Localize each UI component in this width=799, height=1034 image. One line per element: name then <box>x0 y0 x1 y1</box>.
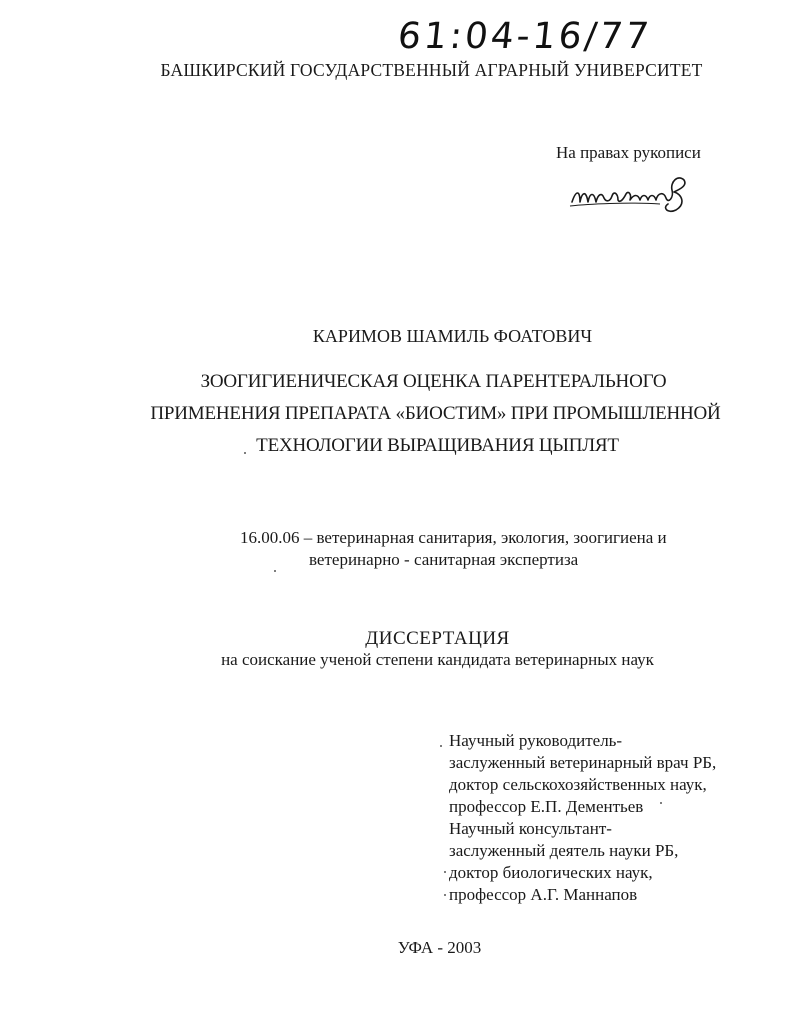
scan-speck <box>274 570 276 572</box>
consultant-line-2: заслуженный деятель науки РБ, <box>449 841 679 860</box>
supervisor-line-4: профессор Е.П. Дементьев <box>449 797 644 816</box>
degree-line: на соискание ученой степени кандидата ветеринарных наук <box>221 650 654 669</box>
specialty-line-2: ветеринарно - санитарная экспертиза <box>309 550 579 569</box>
thesis-title-line-3: ТЕХНОЛОГИИ ВЫРАЩИВАНИЯ ЦЫПЛЯТ <box>256 435 619 456</box>
scan-speck <box>440 745 442 747</box>
supervisor-line-1: Научный руководитель- <box>449 731 623 750</box>
scientific-consultant-block <box>449 818 678 906</box>
author-name: КАРИМОВ ШАМИЛЬ ФОАТОВИЧ <box>312 326 593 346</box>
supervisor-line-3: доктор сельскохозяйственных наук, <box>449 775 707 794</box>
archive-code-handwritten: 61:04-16/77 <box>395 16 654 57</box>
consultant-line-4: профессор А.Г. Маннапов <box>449 885 638 904</box>
specialty-line-1: 16.00.06 – ветеринарная санитария, экология, зоогигиена и <box>240 528 667 547</box>
consultant-line-3: доктор биологических наук, <box>449 863 653 882</box>
thesis-title-line-2: ПРИМЕНЕНИЯ ПРЕПАРАТА «БИОСТИМ» ПРИ ПРОМЫШЛЕННОЙ <box>150 403 721 424</box>
consultant-line-1: Научный консультант- <box>449 819 612 838</box>
scan-speck <box>444 894 446 896</box>
scan-speck <box>444 871 446 873</box>
document-type-label: ДИССЕРТАЦИЯ <box>365 628 510 649</box>
supervisor-line-2: заслуженный ветеринарный врач РБ, <box>449 753 717 772</box>
manuscript-rights-note: На правах рукописи <box>556 143 701 162</box>
university-name: БАШКИРСКИЙ ГОСУДАРСТВЕННЫЙ АГРАРНЫЙ УНИВЕРСИТЕТ <box>160 60 703 80</box>
thesis-title-line-1: ЗООГИГИЕНИЧЕСКАЯ ОЦЕНКА ПАРЕНТЕРАЛЬНОГО <box>200 371 667 392</box>
author-signature <box>568 168 698 218</box>
city-year: УФА - 2003 <box>397 938 482 957</box>
scan-speck <box>244 452 246 454</box>
scan-speck <box>660 802 662 804</box>
scientific-supervisor-block <box>449 730 716 818</box>
